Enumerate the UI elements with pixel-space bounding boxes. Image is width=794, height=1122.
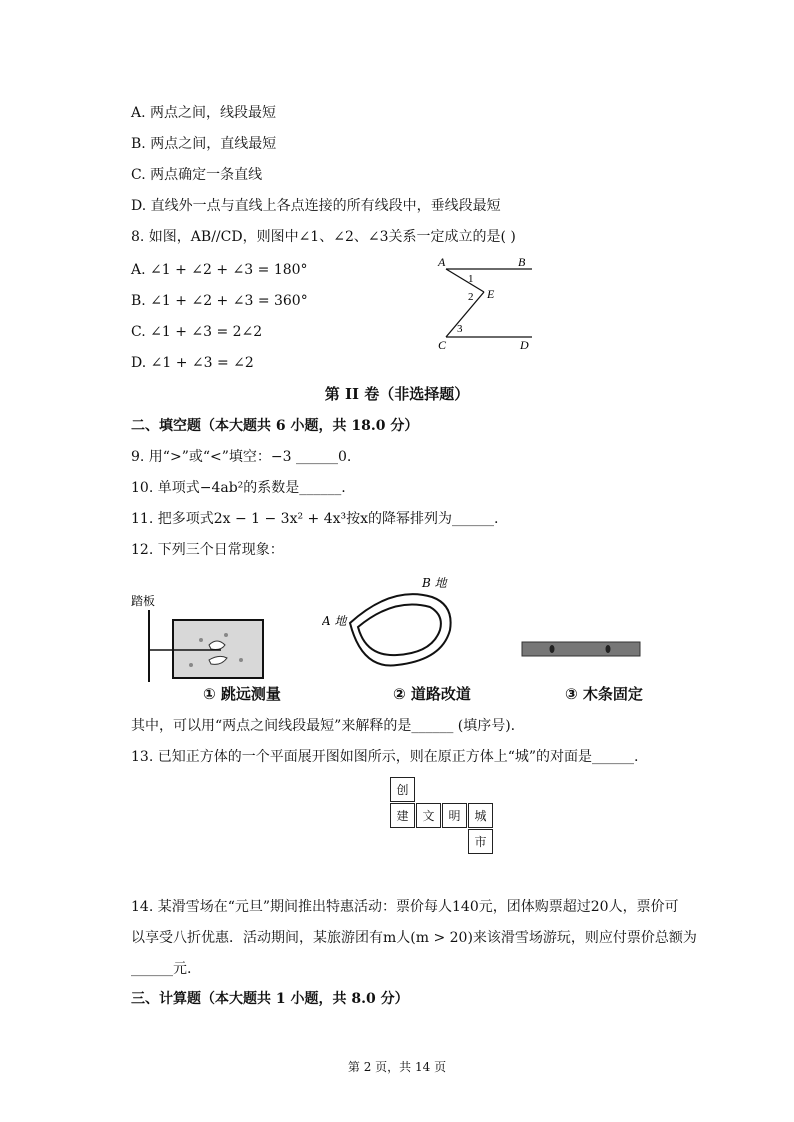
net-cell-3: 明: [442, 803, 467, 828]
road-detour-figure: [322, 575, 462, 680]
net-cell-1: 建: [390, 803, 415, 828]
q8-stem: 8. 如图，AB//CD，则图中∠1、∠2、∠3关系一定成立的是( ): [131, 229, 516, 245]
net-cell-top: 创: [390, 777, 415, 802]
net-cell-4: 城: [468, 803, 493, 828]
long-jump-figure: [131, 590, 271, 685]
q12-answer-line: 其中，可以用“两点之间线段最短”来解释的是______ (填序号).: [131, 718, 516, 734]
q8-label-d: D: [520, 338, 529, 352]
q8-label-a: A: [438, 255, 446, 269]
q12-stem: 12. 下列三个日常现象：: [131, 542, 284, 558]
q8-option-c: C. ∠1 + ∠3 = 2∠2: [131, 324, 263, 340]
q9: 9. 用“>”或“<”填空：−3 ______0.: [131, 449, 352, 465]
q8-label-b: B: [518, 255, 526, 269]
q7-option-b: B. 两点之间，直线最短: [131, 136, 277, 152]
q8-angle-3: 3: [457, 323, 463, 335]
a-place-label: A 地: [322, 614, 347, 628]
caption-road-detour: ② 道路改道: [393, 685, 471, 703]
section3-title: 三、计算题（本大题共 1 小题，共 8.0 分）: [131, 991, 409, 1007]
q14-line-1: 14. 某滑雪场在“元旦”期间推出特惠活动：票价每人140元，团体购票超过20人，票价可: [131, 899, 679, 915]
caption-wood-strip: ③ 木条固定: [565, 685, 643, 703]
q7-option-d: D. 直线外一点与直线上各点连接的所有线段中，垂线段最短: [131, 198, 501, 214]
q8-parallel-lines-figure: [432, 252, 542, 354]
q10: 10. 单项式−4ab²的系数是______.: [131, 480, 346, 496]
q7-option-a: A. 两点之间，线段最短: [131, 105, 277, 121]
q14-line-2: 以享受八折优惠．活动期间，某旅游团有m人(m > 20)来该滑雪场游玩，则应付票价总额为: [131, 930, 697, 946]
q8-label-e: E: [487, 287, 495, 301]
wood-strip-figure: [520, 638, 642, 662]
net-cell-2: 文: [416, 803, 441, 828]
q13-stem: 13. 已知正方体的一个平面展开图如图所示，则在原正方体上“城”的对面是______.: [131, 749, 639, 765]
net-cell-bottom: 市: [468, 829, 493, 854]
q8-option-d: D. ∠1 + ∠3 = ∠2: [131, 355, 254, 371]
q8-angle-1: 1: [468, 273, 474, 285]
board-label: 踏板: [131, 594, 156, 608]
b-place-label: B 地: [422, 576, 447, 590]
q11: 11. 把多项式2x − 1 − 3x² + 4x³按x的降幂排列为______.: [131, 511, 499, 527]
cube-net-figure: [390, 777, 496, 855]
q8-angle-2: 2: [468, 291, 474, 303]
q8-label-c: C: [438, 338, 447, 352]
caption-long-jump: ① 跳远测量: [203, 685, 281, 703]
section2-title: 二、填空题（本大题共 6 小题，共 18.0 分）: [131, 418, 419, 434]
part2-title: 第 II 卷（非选择题）: [324, 385, 470, 403]
q8-option-b: B. ∠1 + ∠2 + ∠3 = 360°: [131, 293, 308, 309]
q8-option-a: A. ∠1 + ∠2 + ∠3 = 180°: [131, 262, 308, 278]
q14-line-3: ______元.: [131, 961, 192, 977]
q7-option-c: C. 两点确定一条直线: [131, 167, 263, 183]
page-footer: 第 2 页，共 14 页: [347, 1060, 447, 1074]
